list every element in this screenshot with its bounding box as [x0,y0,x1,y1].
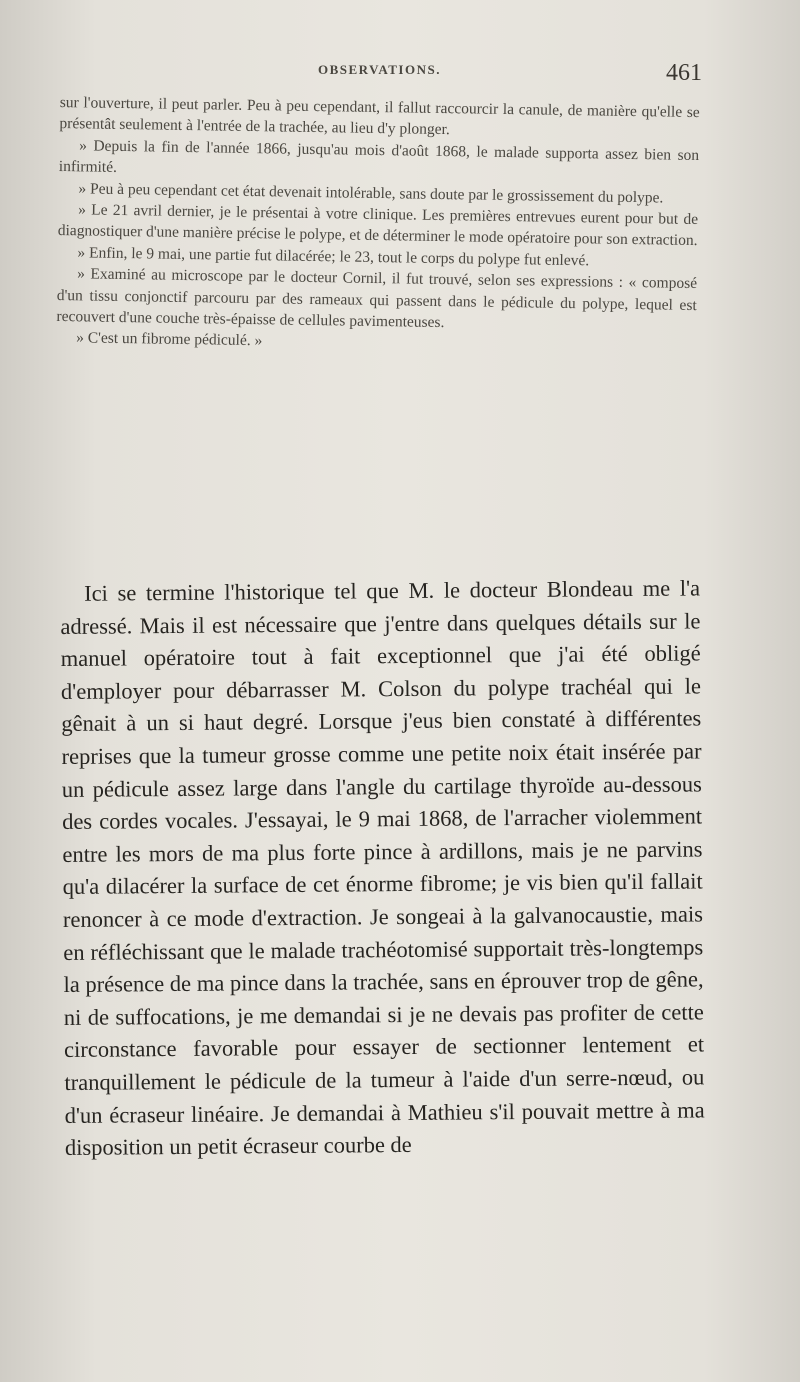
quoted-paragraph: » C'est un fibrome pédiculé. » [76,329,263,350]
quoted-paragraph: » Le 21 avril dernier, je le présentai à votre clinique. Les premières entrevues eurent pour but de diagnostiquer d'une manière précise le polype, et de déterminer le mode opératoire pour son extraction. [57,201,699,250]
running-head [60,60,700,90]
quoted-paragraph: sur l'ouverture, il peut parler. Peu à peu cependant, il fallut raccourcir la canule, de manière qu'elle se présentât seulement à l'entrée de la trachée, au lieu d'y plonger. [59,93,700,139]
quoted-paragraph: » Enfin, le 9 mai, une partie fut dilacérée; le 23, tout le corps du polype fut enlevé. [77,244,590,270]
main-text [60,572,705,1164]
body-paragraph: Ici se termine l'historique tel que M. le docteur Blondeau me l'a adressé. Mais il est nécessaire que j'entre dans quelques détails sur le manuel opératoire tout à fait exceptionnel que j'ai été obligé d'employer pour débarrasser M. Colson du polype trachéal qui le gênait à un si haut degré. Lorsque j'eus bien constaté à différentes reprises que la tumeur grosse comme une petite noix était insérée par un pédicule assez large dans l'angle du cartilage thyroïde au-dessous des cordes vocales. J'essayai, le 9 mai 1868, de l'arracher violemment entre les mors de ma plus forte pince à ardillons, mais je ne parvins qu'a dilacérer la surface de cet énorme fibrome; je vis bien qu'il fallait renoncer à ce mode d'extraction. Je songeai à la galvanocaustie, mais en réfléchissant que le malade trachéotomisé supportait très-longtemps la présence de ma pince dans la trachée, sans en éprouver trop de gêne, ni de suffocations, je me demandai si je ne devais pas profiter de cette circonstance favorable pour essayer de sectionner lentement et tranquillement le pédicule de la tumeur à l'aide d'un serre-nœud, ou d'un écraseur linéaire. Je demandai à Mathieu s'il pouvait mettre à ma disposition un petit écraseur courbe de [60,575,705,1161]
running-title: OBSERVATIONS. [318,62,441,77]
page-number: 461 [666,60,702,86]
quoted-paragraph: » Examiné au microscope par le docteur Cornil, il fut trouvé, selon ses expressions : « composé d'un tissu conjonctif parcouru par des rameaux qui passent dans le pédicule du polype, lequel est recouvert d'une couche très-épaisse de cellules pavimenteuses. [56,265,698,332]
quoted-report [56,92,700,359]
quoted-paragraph: » Peu à peu cependant cet état devenait intolérable, sans doute par le grossissement du polype. [78,179,664,207]
quoted-paragraph: » Depuis la fin de l'année 1866, jusqu'au mois d'août 1868, le malade supporta assez bien son infirmité. [58,137,700,177]
